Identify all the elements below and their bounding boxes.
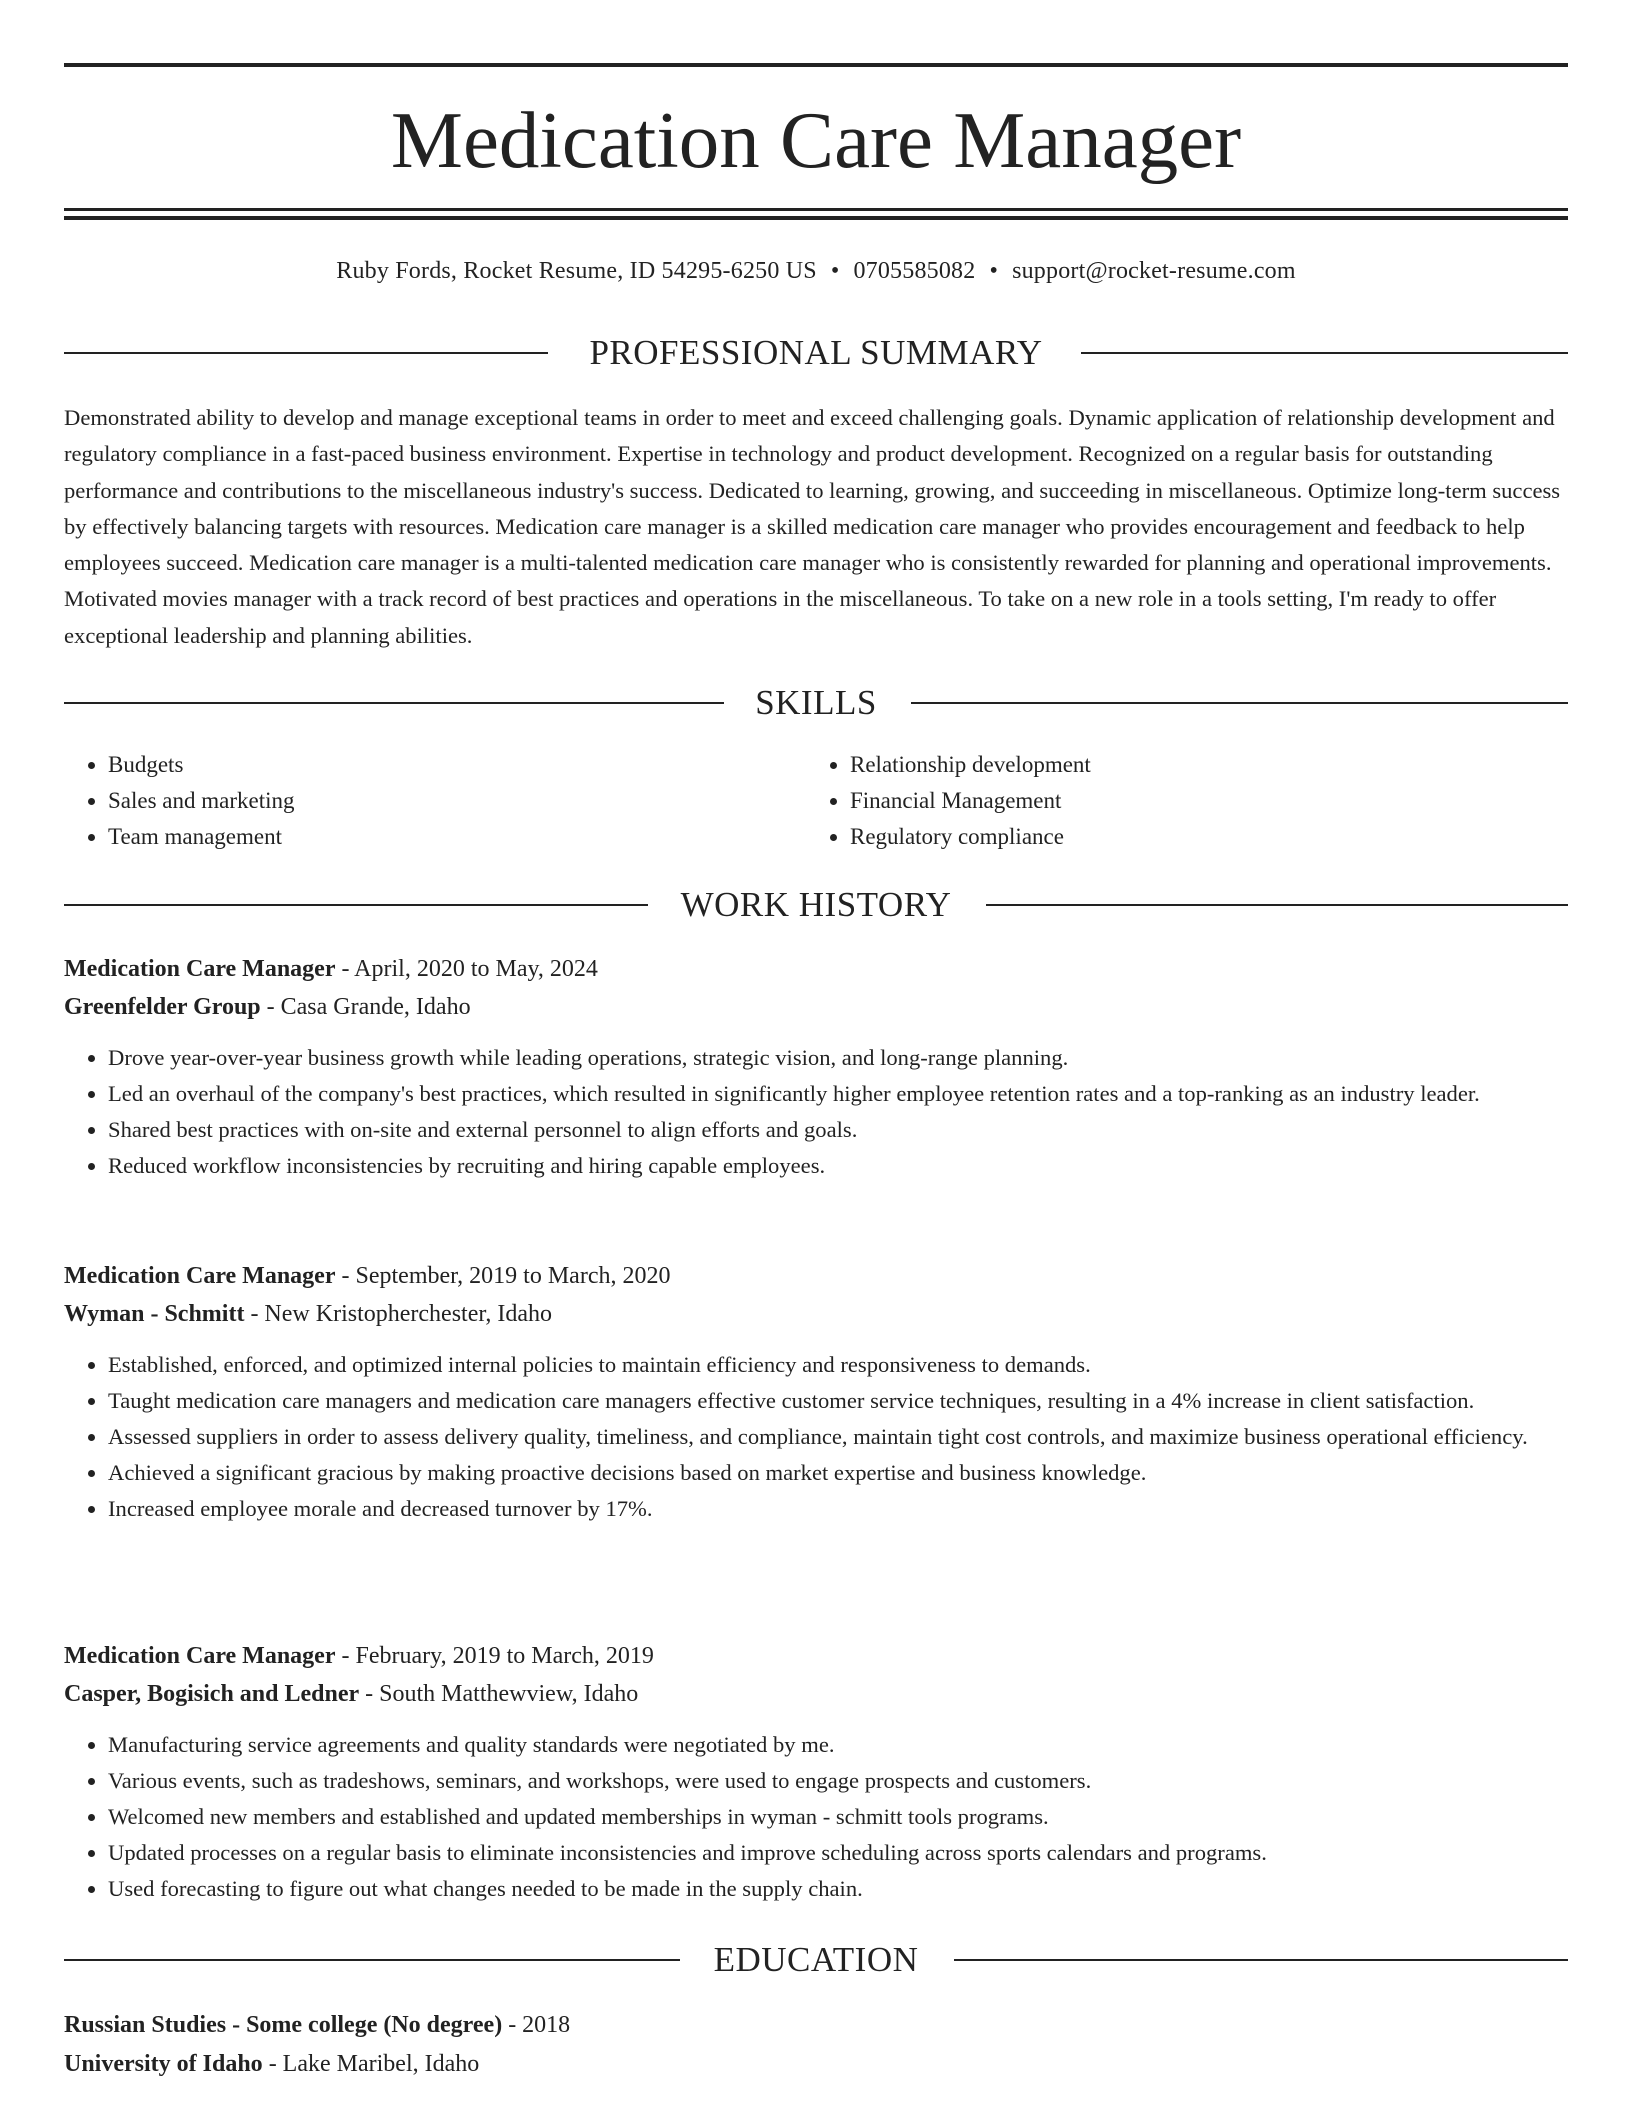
- title-divider-thick: [64, 216, 1568, 220]
- contact-email: support@rocket-resume.com: [1012, 258, 1296, 284]
- skill-item: • Financial Management: [850, 783, 1550, 819]
- job-company: Greenfelder Group: [64, 994, 261, 1020]
- list-item: • Achieved a significant gracious by making proactive decisions based on market expertise and business knowledge.: [108, 1455, 1568, 1491]
- skill-item: • Budgets: [108, 747, 808, 783]
- section-heading-work-history: [64, 882, 1568, 928]
- job-company-line: [64, 988, 1568, 1026]
- section-title: EDUCATION: [713, 1940, 919, 1979]
- heading-rule-right: [986, 904, 1568, 906]
- list-item: • Drove year-over-year business growth while leading operations, strategic vision, and long-range planning.: [108, 1040, 1568, 1076]
- job-dates: - February, 2019 to March, 2019: [335, 1643, 654, 1669]
- job-location: - South Matthewview, Idaho: [359, 1681, 639, 1707]
- skills-column-right: [806, 747, 1550, 855]
- list-item: • Manufacturing service agreements and quality standards were negotiated by me.: [108, 1727, 1568, 1763]
- job-dates: - April, 2020 to May, 2024: [335, 956, 598, 982]
- job-title: Medication Care Manager: [64, 956, 336, 982]
- job-location: - New Kristopherchester, Idaho: [244, 1301, 553, 1327]
- contact-separator: •: [989, 258, 999, 284]
- skill-item: • Regulatory compliance: [850, 819, 1550, 855]
- job-company: Casper, Bogisich and Ledner: [64, 1681, 360, 1707]
- job-entry: [64, 950, 1568, 1184]
- job-title: Medication Care Manager: [64, 1643, 336, 1669]
- heading-rule-right: [954, 1959, 1568, 1961]
- job-title-line: [64, 1257, 1568, 1295]
- contact-separator: •: [830, 258, 840, 284]
- job-dates: - September, 2019 to March, 2020: [335, 1263, 671, 1289]
- job-location: - Casa Grande, Idaho: [260, 994, 471, 1020]
- top-divider: [64, 63, 1568, 67]
- heading-rule-right: [911, 702, 1568, 704]
- education-location: - Lake Maribel, Idaho: [262, 2051, 480, 2077]
- job-entry: [64, 1637, 1568, 1907]
- contact-phone: 0705585082: [853, 258, 976, 284]
- list-item: • Taught medication care managers and medication care managers effective customer service techniques, resulting in a 4% increase in client satisfaction.: [108, 1383, 1568, 1419]
- job-company-line: [64, 1295, 1568, 1333]
- list-item: • Reduced workflow inconsistencies by recruiting and hiring capable employees.: [108, 1148, 1568, 1184]
- education-degree: Russian Studies - Some college (No degree): [64, 2012, 503, 2038]
- list-item: • Led an overhaul of the company's best practices, which resulted in significantly higher employee retention rates and a top-ranking as an industry leader.: [108, 1076, 1568, 1112]
- list-item: • Used forecasting to figure out what changes needed to be made in the supply chain.: [108, 1871, 1568, 1907]
- list-item: • Increased employee morale and decreased turnover by 17%.: [108, 1491, 1568, 1527]
- job-title-line: [64, 950, 1568, 988]
- job-company-line: [64, 1675, 1568, 1713]
- list-item: • Various events, such as tradeshows, seminars, and workshops, were used to engage prospects and customers.: [108, 1763, 1568, 1799]
- job-bullets: [64, 1727, 1568, 1907]
- title-divider-thin: [64, 208, 1568, 211]
- list-item: • Updated processes on a regular basis to eliminate inconsistencies and improve scheduling across sports calendars and programs.: [108, 1835, 1568, 1871]
- education-degree-line: [64, 2006, 1568, 2045]
- section-heading-education: [64, 1937, 1568, 1983]
- education-entry: [64, 2006, 1568, 2084]
- job-title: Medication Care Manager: [64, 1263, 336, 1289]
- education-school: University of Idaho: [64, 2051, 263, 2077]
- list-item: • Established, enforced, and optimized internal policies to maintain efficiency and responsiveness to demands.: [108, 1347, 1568, 1383]
- contact-address: Ruby Fords, Rocket Resume, ID 54295-6250 US: [336, 258, 817, 284]
- section-title: PROFESSIONAL SUMMARY: [589, 333, 1043, 372]
- list-item: • Welcomed new members and established and updated memberships in wyman - schmitt tools programs.: [108, 1799, 1568, 1835]
- job-bullets: [64, 1347, 1568, 1527]
- heading-rule-right: [1081, 352, 1568, 354]
- list-item: • Shared best practices with on-site and external personnel to align efforts and goals.: [108, 1112, 1568, 1148]
- skill-item: • Team management: [108, 819, 808, 855]
- skill-item: • Relationship development: [850, 747, 1550, 783]
- job-title-line: [64, 1637, 1568, 1675]
- section-heading-summary: [64, 330, 1568, 376]
- list-item: • Assessed suppliers in order to assess delivery quality, timeliness, and compliance, maintain tight cost controls, and maximize business operational efficiency.: [108, 1419, 1568, 1455]
- job-entry: [64, 1257, 1568, 1527]
- resume-title: Medication Care Manager: [390, 95, 1242, 185]
- skill-item: • Sales and marketing: [108, 783, 808, 819]
- education-year: - 2018: [502, 2012, 571, 2038]
- skills-column-left: [64, 747, 808, 855]
- section-title: WORK HISTORY: [680, 885, 952, 924]
- contact-line: [64, 254, 1568, 288]
- education-school-line: [64, 2045, 1568, 2084]
- summary-text: Demonstrated ability to develop and manage exceptional teams in order to meet and exceed challenging goals. Dynamic application of relationship development and regulatory compliance in a fast-paced business environment. Expertise in technology and product development. Recognized on a regular basis for outstanding performance and contributions to the miscellaneous industry's success. Dedicated to learning, growing, and succeeding in miscellaneous. Optimize long-term success by effectively balancing targets with resources. Medication care manager is a skilled medication care manager who provides encouragement and feedback to help employees succeed. Medication care manager is a multi-talented medication care manager who is consistently rewarded for planning and operational improvements. Motivated movies manager with a track record of best practices and operations in the miscellaneous. To take on a new role in a tools setting, I'm ready to offer exceptional leadership and planning abilities.: [64, 405, 1561, 648]
- job-bullets: [64, 1040, 1568, 1184]
- section-title: SKILLS: [755, 683, 877, 722]
- section-heading-skills: [64, 680, 1568, 726]
- job-company: Wyman - Schmitt: [64, 1301, 245, 1327]
